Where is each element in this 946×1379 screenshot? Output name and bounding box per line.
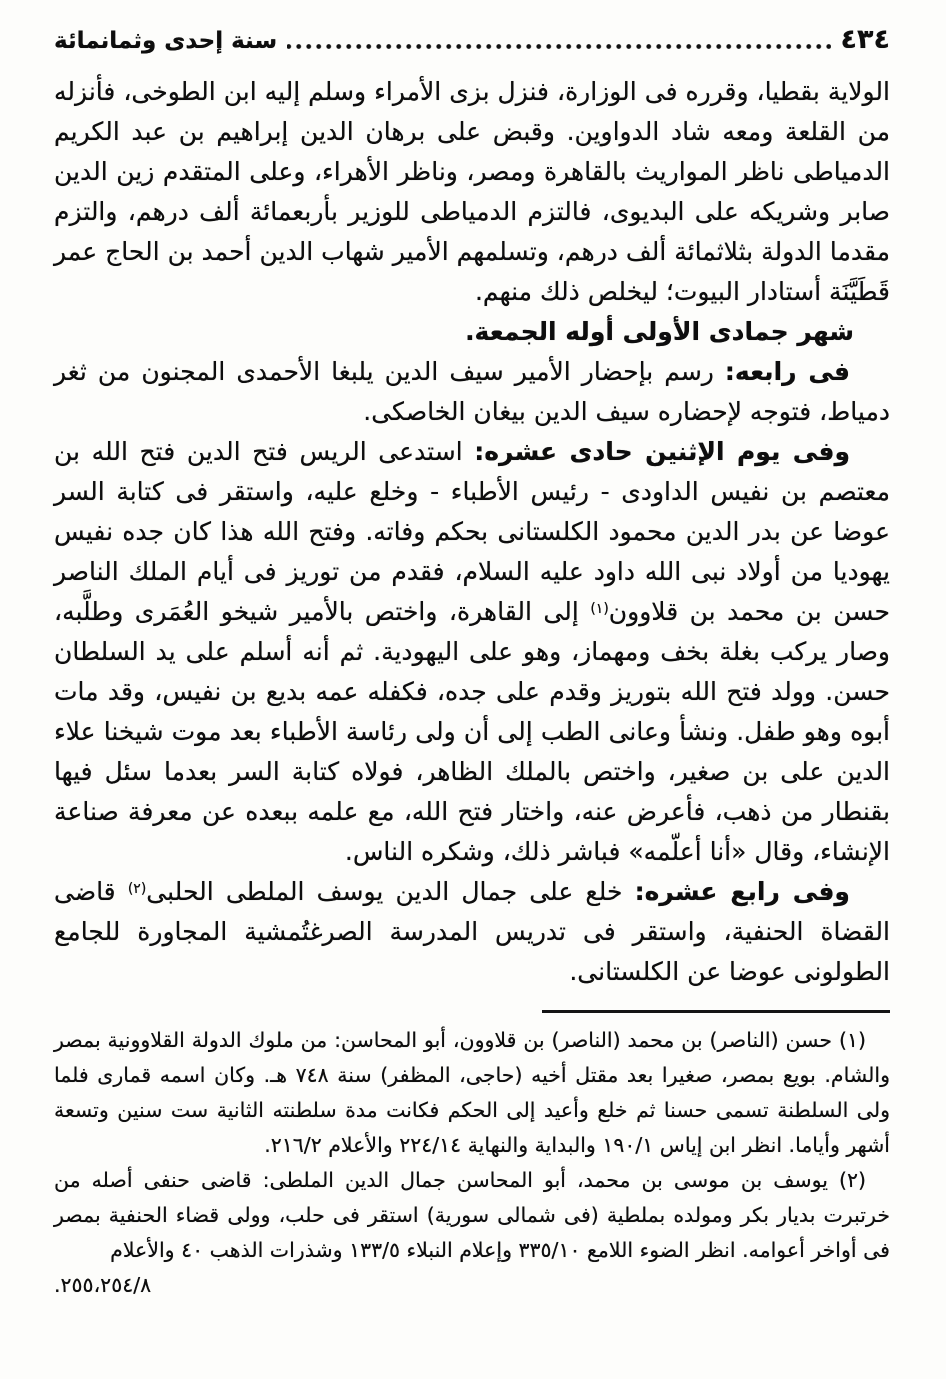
- footnote-marker: (٢): [127, 881, 147, 898]
- header-year-title: سنة إحدى وثمانمائة: [54, 27, 278, 54]
- footnotes-section: [54, 1010, 890, 1303]
- text-segment: وفى يوم الإثنين حادى عشره:: [474, 437, 850, 467]
- paragraph-day-4: [54, 352, 890, 432]
- text-segment: وفى رابع عشره:: [634, 877, 850, 907]
- month-section-heading: شهر جمادى الأولى أوله الجمعة.: [465, 317, 854, 347]
- text-segment: رسم بإحضار الأمير سيف الدين يلبغا الأحمدى المجنون من ثغر دمياط، فتوجه لإحضاره سيف الدين بيغان الخاصكى.: [54, 357, 890, 427]
- paragraph-continuation: [54, 72, 890, 312]
- footnote-1: (١) حسن (الناصر) بن محمد (الناصر) بن قلاوون، أبو المحاسن: من ملوك الدولة القلاوونية بمصر والشام. بويع بمصر، صغيرا بعد مقتل أخيه (حاجى، المظفر) سنة ٧٤٨ هـ. وكان اسمه قمارى فلما ولى السلطنة تسمى حسنا ثم خلع وأعيد إلى الحكم فكانت مدة سلطنته الثانية ست سنين وتسعة أشهر وأياما. انظر ابن إياس ١٩٠/١ والبداية والنهاية ٢٢٤/١٤ والأعلام ٢١٦/٢.: [54, 1028, 890, 1158]
- page-number: ٤٣٤: [840, 24, 890, 55]
- text-segment: إلى القاهرة، واختص بالأمير شيخو العُمَرى وطلَّبه، وصار يركب بغلة بخف ومهماز، وهو على اليهودية. ثم أنه أسلم على يد السلطان حسن. وولد فتح الله بتوريز وقدم على جده، فكفله عمه بديع بن نفيس، وقد مات أبوه وهو طفل. ونشأ وعانى الطب إلى أن ولى رئاسة الأطباء بعد موت شيخنا علاء الدين على بن صغير، واختص بالملك الظاهر، فولاه كتابة السر بعدما سئل فيها بقنطار من ذهب، فأعرض عنه، واختار فتح الله، مع علمه ببعده عن معرفة صناعة الإنشاء، وقال «أنا أعلّمه» فباشر ذلك، وشكره الناس.: [54, 597, 890, 867]
- main-text: [54, 72, 890, 992]
- text-segment: خلع على جمال الدين يوسف الملطى الحلبى: [146, 877, 635, 907]
- footnote-marker: (١): [590, 601, 609, 618]
- footnote-separator-rule: [542, 1010, 890, 1013]
- footnote-2: (٢) يوسف بن موسى بن محمد، أبو المحاسن جمال الدين الملطى: قاضى حنفى أصله من خرتبرت بديار بكر ومولده بملطية (فى شمالى سورية) استقر فى حلب، وولى قضاء الحنفية بمصر فى أواخر أعوامه. انظر الضوء اللامع ٣٣٥/١٠ وإعلام النبلاء ١٣٣/٥ وشذرات الذهب ٤٠ والأعلام: [54, 1168, 890, 1263]
- running-header: [54, 24, 890, 56]
- text-segment: الولاية بقطيا، وقرره فى الوزارة، فنزل بزى الأمراء وسلم إليه ابن الطوخى، فأنزله من القلعة ومعه شاد الدواوين. وقبض على برهان الدين إبراهيم بن عبد الكريم الدمياطى ناظر المواريث بالقاهرة ومصر، وناظر الأهراء، وعلى المتقدم زين الدين صابر وشريكه على البديوى، فالتزم الدمياطى للوزير بأربعمائة ألف درهم، والتزم مقدما الدولة بثلاثمائة ألف درهم، وتسلمهم الأمير شهاب الدين أحمد بن الحاج عمر قَطَيَّنَة أستادار البيوت؛ ليخلص ذلك منهم.: [54, 77, 890, 307]
- text-segment: استدعى الريس فتح الدين فتح الله بن معتصم بن نفيس الداودى - رئيس الأطباء - وخلع عليه، واستقر فى كتابة السر عوضا عن بدر الدين محمود الكلستانى بحكم وفاته. وفتح الله هذا كان جده نفيس يهوديا من أولاد نبى الله داود عليه السلام، فقدم من توريز فى أيام الملك الناصر حسن بن محمد بن قلاوون: [54, 437, 891, 627]
- text-segment: فى رابعه:: [724, 357, 850, 387]
- text-segment: قاضى القضاة الحنفية، واستقر فى تدريس المدرسة الصرغتُمشية المجاورة للجامع الطولونى عوضا عن الكلستانى.: [54, 877, 890, 987]
- footnote-2-page-reference: ٢٥٥،٢٥٤/٨.: [54, 1273, 152, 1298]
- dot-leader: [287, 44, 830, 49]
- paragraph-monday-11: [54, 432, 890, 872]
- paragraph-day-14: [54, 872, 890, 992]
